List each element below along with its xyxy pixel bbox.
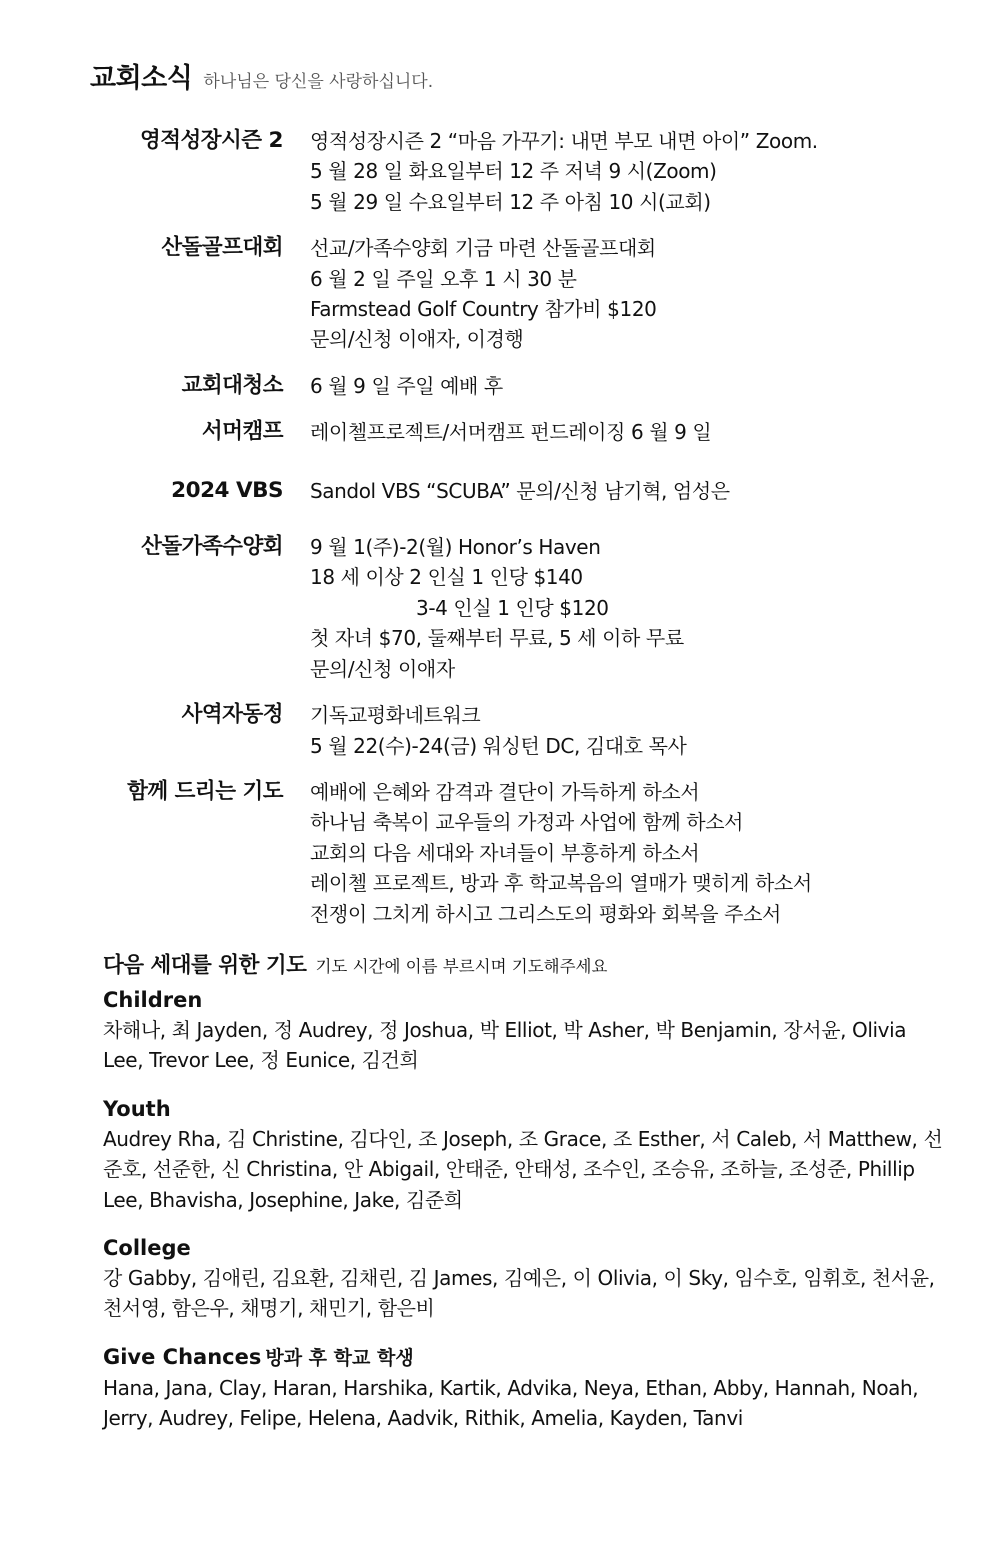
group-title-text: Give Chances	[103, 1344, 262, 1369]
prayer-subtitle: 기도 시간에 이름 부르시며 기도해주세요	[315, 957, 608, 976]
announcement-body	[310, 371, 980, 401]
group-title	[103, 985, 963, 1015]
announcement-line: 5 월 29 일 수요일부터 12 주 아침 10 시(교회)	[310, 189, 711, 214]
announcement-body	[310, 126, 980, 217]
announcement-label: 서머캠프	[201, 419, 283, 445]
announcement-line: 3-4 인실 1 인당 $120	[416, 595, 609, 620]
prayer-header	[103, 948, 963, 979]
group-names: Audrey Rha, 김 Christine, 김다인, 조 Joseph, 조 Grace, 조 Esther, 서 Caleb, 서 Matthew, 선준호, 선준한, 신 Christina, 안 Abigail, 안태준, 안태성, 조수인, 조승유, 조하늘, 조성준, Phillip Lee, Bhavisha, Josephine, Jake, 김준희	[103, 1126, 943, 1212]
group-title	[103, 1094, 963, 1124]
announcement-label: 영적성장시즌 2	[139, 128, 283, 153]
announcement-body	[310, 532, 980, 684]
announcement-label: 함께 드리는 기도	[127, 778, 283, 804]
announcement-label: 사역자동정	[181, 702, 283, 728]
announcement-item	[0, 532, 1000, 684]
group-title	[103, 1342, 963, 1373]
next-generation-prayer-section	[103, 948, 963, 1452]
announcement-line: 문의/신청 이애자	[310, 656, 455, 681]
announcement-item	[0, 476, 1000, 506]
announcement-body	[310, 233, 980, 355]
announcement-item	[0, 700, 1000, 761]
announcement-body	[310, 476, 980, 506]
announcement-line: 5 월 22(수)-24(금) 워싱턴 DC, 김대호 목사	[310, 733, 687, 758]
group-names: 차해나, 최 Jayden, 정 Audrey, 정 Joshua, 박 Elliot, 박 Asher, 박 Benjamin, 장서윤, Olivia Lee, Trevor Lee, 정 Eunice, 김건희	[103, 1018, 907, 1073]
group-title-text: College	[103, 1236, 191, 1261]
group-names: 강 Gabby, 김애린, 김요환, 김채린, 김 James, 김예은, 이 Olivia, 이 Sky, 임수호, 임휘호, 천서윤, 천서영, 함은우, 채명기, 채민기, 함은비	[103, 1266, 935, 1321]
announcement-line: 기독교평화네트워크	[310, 703, 481, 728]
group-title-text: Youth	[103, 1096, 171, 1121]
announcement-line: 5 월 28 일 화요일부터 12 주 저녁 9 시(Zoom)	[310, 159, 717, 184]
announcement-line: 6 월 9 일 주일 예배 후	[310, 373, 503, 398]
page-header	[90, 56, 433, 95]
group-title-text: Children	[103, 988, 203, 1012]
announcement-line: 문의/신청 이애자, 이경행	[310, 327, 524, 352]
announcement-line: Farmstead Golf Country 참가비 $120	[310, 297, 657, 322]
announcement-line: 첫 자녀 $70, 둘째부터 무료, 5 세 이하 무료	[310, 626, 684, 651]
announcement-body	[310, 777, 980, 929]
announcement-line: 선교/가족수양회 기금 마련 산돌골프대회	[310, 236, 656, 261]
announcement-line: 6 월 2 일 주일 오후 1 시 30 분	[310, 266, 577, 291]
announcement-line: 영적성장시즌 2 “마음 가꾸기: 내면 부모 내면 아이” Zoom.	[310, 129, 818, 153]
announcement-item	[0, 233, 1000, 355]
announcement-label: 교회대청소	[181, 372, 283, 398]
page-subtitle: 하나님은 당신을 사랑하십니다.	[203, 72, 434, 92]
announcement-line: 9 월 1(주)-2(월) Honor’s Haven	[310, 535, 601, 560]
announcement-line: Sandol VBS “SCUBA” 문의/신청 남기혁, 엄성은	[310, 478, 730, 503]
prayer-group-children	[103, 985, 963, 1076]
announcement-item	[0, 417, 1000, 447]
prayer-group-college	[103, 1233, 963, 1324]
announcement-label: 산돌가족수양회	[141, 534, 283, 560]
announcement-line: 교회의 다음 세대와 자녀들이 부흥하게 하소서	[310, 840, 700, 865]
announcement-label: 2024 VBS	[171, 477, 283, 503]
announcement-label: 산돌골프대회	[161, 235, 283, 261]
announcement-body	[310, 700, 980, 761]
group-note: 방과 후 학교 학생	[265, 1346, 414, 1369]
announcement-list	[0, 126, 1000, 945]
prayer-title: 다음 세대를 위한 기도	[103, 953, 307, 978]
announcement-body	[310, 417, 980, 447]
prayer-group-give-chances	[103, 1342, 963, 1434]
prayer-group-youth	[103, 1094, 963, 1215]
announcement-line: 18 세 이상 2 인실 1 인당 $140	[310, 565, 583, 590]
announcement-line: 레이첼프로젝트/서머캠프 펀드레이징 6 월 9 일	[310, 420, 712, 445]
page-title: 교회소식	[90, 63, 193, 94]
announcement-line: 하나님 축복이 교우들의 가정과 사업에 함께 하소서	[310, 810, 744, 835]
announcement-line: 레이첼 프로젝트, 방과 후 학교복음의 열매가 맺히게 하소서	[310, 871, 812, 896]
group-title	[103, 1233, 963, 1263]
announcement-item	[0, 126, 1000, 217]
group-names: Hana, Jana, Clay, Haran, Harshika, Kartik, Advika, Neya, Ethan, Abby, Hannah, Noah, Jerry, Audrey, Felipe, Helena, Aadvik, Rithik, Amelia, Kayden, Tanvi	[103, 1375, 919, 1431]
announcement-line: 전쟁이 그치게 하시고 그리스도의 평화와 회복을 주소서	[310, 901, 781, 926]
announcement-item	[0, 371, 1000, 401]
announcement-item	[0, 777, 1000, 929]
announcement-line: 예배에 은혜와 감격과 결단이 가득하게 하소서	[310, 779, 700, 804]
